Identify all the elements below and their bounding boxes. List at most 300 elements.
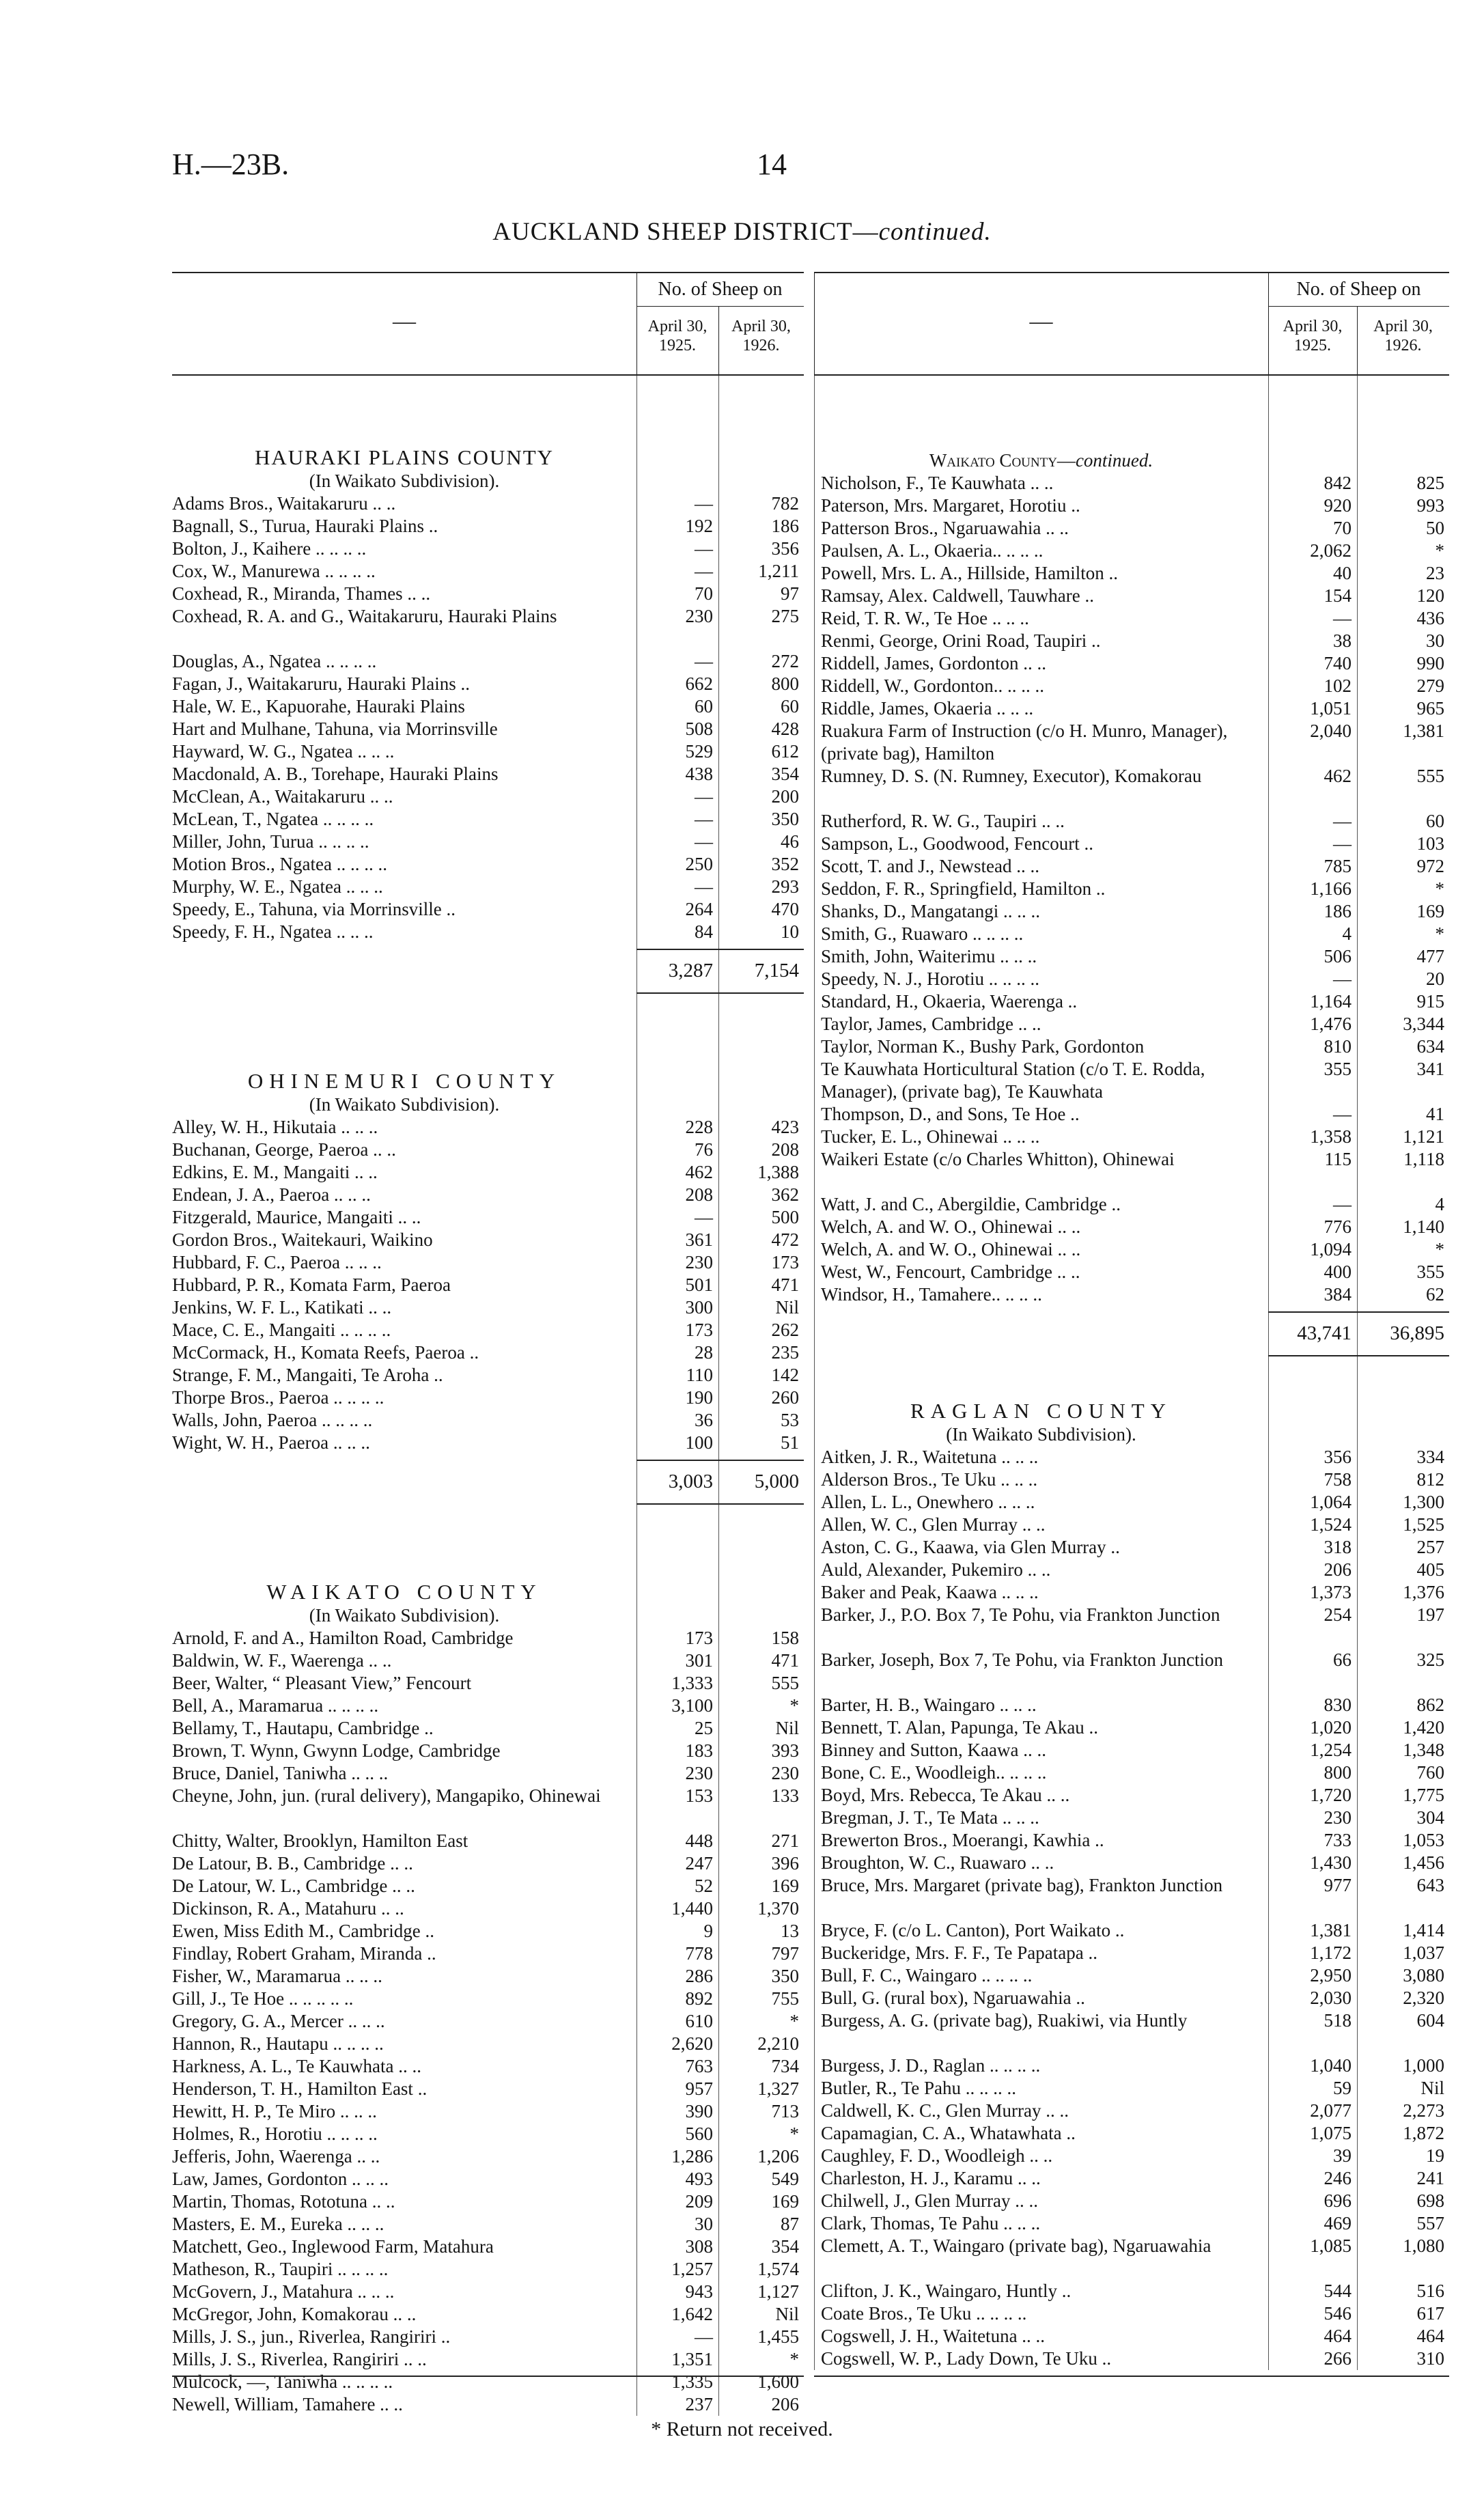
value-1926: 310 — [1416, 2348, 1444, 2369]
county-title-raglan: RAGLAN COUNTY — [910, 1399, 1173, 1423]
value-1926: 272 — [771, 651, 799, 671]
ohinemuri-rows — [172, 1116, 804, 1454]
table-row — [172, 1387, 804, 1409]
table-row — [172, 876, 804, 898]
value-1925: 173 — [685, 1628, 713, 1648]
table-row — [172, 2190, 804, 2213]
row-name: Mulcock, —, Taniwha .. .. .. .. — [172, 2371, 393, 2392]
value-1925: 1,720 — [1310, 1785, 1352, 1805]
table-row — [172, 1740, 804, 1762]
row-name: Tucker, E. L., Ohinewai .. .. .. — [821, 1126, 1040, 1147]
value-1926: 275 — [771, 606, 799, 626]
value-1925: 1,333 — [671, 1673, 713, 1693]
value-1925: 301 — [685, 1650, 713, 1671]
value-1925: 1,335 — [671, 2371, 713, 2392]
row-name: Bryce, F. (c/o L. Canton), Port Waikato .. — [821, 1920, 1125, 1940]
row-name: Adams Bros., Waitakaruru .. .. — [172, 493, 396, 514]
table-row — [172, 2078, 804, 2100]
value-1926: 436 — [1416, 608, 1444, 628]
table-row — [814, 607, 1449, 630]
total-1926: 36,895 — [1390, 1322, 1444, 1344]
value-1926: 46 — [781, 831, 799, 852]
table-row — [172, 695, 804, 718]
row-name: Coxhead, R. A. and G., Waitakaruru, Hauraki Plains — [172, 606, 557, 626]
left-table-header — [172, 272, 804, 376]
row-name: Mace, C. E., Mangaiti .. .. .. .. — [172, 1320, 391, 1340]
row-name: Smith, G., Ruawaro .. .. .. .. — [821, 923, 1024, 944]
header-col-1926: April 30, 1926. — [731, 318, 791, 354]
row-name: Bruce, Mrs. Margaret (private bag), Frankton Junction — [821, 1875, 1223, 1895]
table-row — [814, 1829, 1449, 1852]
total-1925: 43,741 — [1297, 1322, 1352, 1344]
value-1925: 2,062 — [1310, 540, 1352, 561]
table-row — [814, 585, 1449, 607]
footnote: * Return not received. — [651, 2418, 833, 2440]
value-1926: 555 — [771, 1673, 799, 1693]
value-1926: 1,600 — [757, 2371, 799, 2392]
table-row — [814, 472, 1449, 495]
value-1925: 246 — [1324, 2168, 1352, 2188]
value-1926: * — [1435, 923, 1444, 944]
value-1925: 830 — [1324, 1695, 1352, 1715]
row-name: Waikeri Estate (c/o Charles Whitton), Ohinewai — [821, 1149, 1175, 1169]
value-1925: 610 — [685, 2011, 713, 2031]
row-name: De Latour, W. L., Cambridge .. .. — [172, 1876, 415, 1896]
row-name: Strange, F. M., Mangaiti, Te Aroha .. — [172, 1365, 443, 1385]
row-name: Renmi, George, Orini Road, Taupiri .. — [821, 630, 1101, 651]
raglan-rows — [814, 1446, 1449, 2370]
table-row — [172, 1988, 804, 2010]
row-name: Arnold, F. and A., Hamilton Road, Cambridge — [172, 1628, 514, 1648]
value-1926: 4 — [1435, 1194, 1444, 1214]
table-row — [814, 1238, 1449, 1261]
value-1926: 10 — [781, 921, 799, 942]
table-row — [814, 2167, 1449, 2190]
value-1926: 1,327 — [757, 2078, 799, 2099]
table-row — [172, 1296, 804, 1319]
value-1926: 257 — [1416, 1537, 1444, 1557]
row-name: Edkins, E. M., Mangaiti .. .. — [172, 1162, 378, 1182]
row-name: Seddon, F. R., Springfield, Hamilton .. — [821, 878, 1106, 899]
county-subtitle-waikato: (In Waikato Subdivision). — [309, 1605, 500, 1626]
row-name: Caldwell, K. C., Glen Murray .. .. — [821, 2100, 1069, 2121]
row-name: Patterson Bros., Ngaruawahia .. .. — [821, 518, 1069, 538]
table-row — [814, 1694, 1449, 1716]
table-row — [814, 1514, 1449, 1536]
table-row — [814, 1216, 1449, 1238]
row-name: Allen, W. C., Glen Murray .. .. — [821, 1514, 1046, 1535]
row-name: Rutherford, R. W. G., Taupiri .. .. — [821, 811, 1065, 831]
page-title-continued: continued. — [878, 218, 992, 246]
table-row — [814, 878, 1449, 900]
value-1926: 477 — [1416, 946, 1444, 966]
value-1925: 3,100 — [671, 1695, 713, 1716]
value-1926: 1,121 — [1403, 1126, 1444, 1147]
table-row — [172, 2303, 804, 2326]
table-row — [814, 1604, 1449, 1649]
table-row — [814, 630, 1449, 652]
row-name: Jenkins, W. F. L., Katikati .. .. — [172, 1297, 392, 1318]
value-1926: 197 — [1416, 1604, 1444, 1625]
value-1926: 1,140 — [1403, 1216, 1444, 1237]
table-row — [172, 583, 804, 605]
row-name: Masters, E. M., Eureka .. .. .. — [172, 2214, 384, 2234]
value-1926: 87 — [781, 2214, 799, 2234]
value-1925: 208 — [685, 1184, 713, 1205]
row-name: Bruce, Daniel, Taniwha .. .. .. — [172, 1763, 389, 1783]
table-row — [814, 1193, 1449, 1216]
total-row-hauraki — [636, 949, 804, 994]
table-row — [172, 2393, 804, 2416]
value-1925: 192 — [685, 516, 713, 536]
value-1926: 1,456 — [1403, 1852, 1444, 1873]
table-row — [172, 1830, 804, 1852]
value-1925: 76 — [695, 1139, 713, 1160]
row-name: Charleston, H. J., Karamu .. .. — [821, 2168, 1041, 2188]
value-1925: 529 — [685, 741, 713, 762]
value-1926: 993 — [1416, 495, 1444, 516]
right-column — [814, 272, 1449, 2370]
page-title — [0, 217, 1484, 247]
value-1926: 41 — [1426, 1104, 1444, 1124]
row-name: Taylor, James, Cambridge .. .. — [821, 1014, 1041, 1034]
row-name: Aitken, J. R., Waitetuna .. .. .. — [821, 1447, 1039, 1467]
value-1925: 560 — [685, 2123, 713, 2144]
total-1926: 7,154 — [754, 960, 799, 981]
table-row — [172, 2236, 804, 2258]
value-1926: 396 — [771, 1853, 799, 1874]
row-name: Ewen, Miss Edith M., Cambridge .. — [172, 1921, 434, 1941]
right-table-header — [814, 272, 1449, 376]
table-row — [814, 2100, 1449, 2122]
value-1926: 643 — [1416, 1875, 1444, 1895]
value-1925: 102 — [1324, 676, 1352, 696]
county-subtitle-hauraki: (In Waikato Subdivision). — [309, 471, 500, 491]
value-1925: 38 — [1333, 630, 1352, 651]
value-1926: 990 — [1416, 653, 1444, 673]
table-row — [172, 673, 804, 695]
county-title-hauraki: HAURAKI PLAINS COUNTY — [254, 445, 555, 469]
value-1925: 1,254 — [1310, 1740, 1352, 1760]
row-name: Brewerton Bros., Moerangi, Kawhia .. — [821, 1830, 1104, 1850]
table-row — [172, 763, 804, 785]
value-1926: 3,344 — [1403, 1014, 1444, 1034]
row-name: Barker, J., P.O. Box 7, Te Pohu, via Frankton Junction — [821, 1604, 1220, 1625]
value-1926: 428 — [771, 719, 799, 739]
header-col-1926: April 30, 1926. — [1373, 318, 1433, 354]
row-name: Henderson, T. H., Hamilton East .. — [172, 2078, 428, 2099]
row-name: Buckeridge, Mrs. F. F., Te Papatapa .. — [821, 1942, 1097, 1963]
row-name: Broughton, W. C., Ruawaro .. .. — [821, 1852, 1054, 1873]
row-name: Auld, Alexander, Pukemiro .. .. — [821, 1559, 1051, 1580]
value-1925: — — [695, 786, 713, 807]
value-1926: 60 — [781, 696, 799, 716]
value-1925: 1,085 — [1310, 2236, 1352, 2256]
table-row — [814, 1807, 1449, 1829]
value-1926: 293 — [771, 876, 799, 897]
value-1926: 13 — [781, 1921, 799, 1941]
row-name: Speedy, E., Tahuna, via Morrinsville .. — [172, 899, 456, 919]
row-name: Endean, J. A., Paeroa .. .. .. — [172, 1184, 371, 1205]
table-row — [172, 1717, 804, 1740]
row-name: Alley, W. H., Hikutaia .. .. .. — [172, 1117, 378, 1137]
row-name: Windsor, H., Tamahere.. .. .. .. — [821, 1284, 1042, 1305]
row-name: Cogswell, J. H., Waitetuna .. .. — [821, 2326, 1046, 2346]
county-title-waikato: WAIKATO COUNTY — [266, 1580, 542, 1604]
row-name: Mills, J. S., jun., Riverlea, Rangiriri .. — [172, 2326, 451, 2347]
row-name: Bregman, J. T., Te Mata .. .. .. — [821, 1807, 1039, 1828]
row-name: Walls, John, Paeroa .. .. .. .. — [172, 1410, 373, 1430]
row-name: Rumney, D. S. (N. Rumney, Executor), Komakorau — [821, 766, 1202, 786]
table-row — [814, 1964, 1449, 1987]
value-1926: 169 — [771, 1876, 799, 1896]
table-row — [814, 1536, 1449, 1559]
table-row — [814, 945, 1449, 968]
table-row — [814, 2325, 1449, 2348]
table-row — [172, 1762, 804, 1785]
table-row — [172, 605, 804, 650]
value-1925: 462 — [1324, 766, 1352, 786]
row-name: Nicholson, F., Te Kauwhata .. .. — [821, 473, 1054, 493]
table-row — [172, 2100, 804, 2123]
total-1925: 3,003 — [668, 1471, 713, 1492]
table-row — [814, 517, 1449, 540]
header-group-label: No. of Sheep on — [658, 279, 783, 300]
row-name: Hubbard, F. C., Paeroa .. .. .. — [172, 1252, 382, 1272]
value-1925: 462 — [685, 1162, 713, 1182]
value-1926: 1,348 — [1403, 1740, 1444, 1760]
row-name: Thorpe Bros., Paeroa .. .. .. .. — [172, 1387, 384, 1408]
table-row — [814, 2145, 1449, 2167]
table-row — [172, 1139, 804, 1161]
table-row — [172, 921, 804, 943]
value-1926: 23 — [1426, 563, 1444, 583]
value-1925: 1,257 — [671, 2259, 713, 2279]
row-name: McGregor, John, Komakorau .. .. — [172, 2304, 417, 2324]
row-name: Hewitt, H. P., Te Miro .. .. .. — [172, 2101, 377, 2121]
table-row — [172, 1897, 804, 1920]
value-1925: 206 — [1324, 1559, 1352, 1580]
waikato-rows — [172, 1627, 804, 2416]
value-1925: 355 — [1324, 1059, 1352, 1079]
row-name: Powell, Mrs. L. A., Hillside, Hamilton .. — [821, 563, 1118, 583]
value-1925: 1,064 — [1310, 1492, 1352, 1512]
value-1925: 254 — [1324, 1604, 1352, 1625]
value-1925: 2,950 — [1310, 1965, 1352, 1986]
value-1925: 60 — [695, 696, 713, 716]
value-1926: 62 — [1426, 1284, 1444, 1305]
row-name: Gill, J., Te Hoe .. .. .. .. .. — [172, 1988, 354, 2009]
value-1925: 1,430 — [1310, 1852, 1352, 1873]
table-row — [172, 2213, 804, 2236]
value-1925: 740 — [1324, 653, 1352, 673]
value-1925: 518 — [1324, 2010, 1352, 2031]
county-subtitle-raglan: (In Waikato Subdivision). — [946, 1424, 1136, 1445]
value-1925: 266 — [1324, 2348, 1352, 2369]
header-dash: — — [1029, 309, 1053, 334]
row-name: Baker and Peak, Kaawa .. .. .. — [821, 1582, 1039, 1602]
row-name: Barker, Joseph, Box 7, Te Pohu, via Frankton Junction — [821, 1649, 1223, 1670]
row-name: Smith, John, Waiterimu .. .. .. — [821, 946, 1037, 966]
value-1926: 915 — [1416, 991, 1444, 1012]
value-1926: 1,420 — [1403, 1717, 1444, 1738]
value-1926: 1,300 — [1403, 1492, 1444, 1512]
value-1925: 785 — [1324, 856, 1352, 876]
table-row — [814, 1942, 1449, 1964]
value-1925: — — [1333, 969, 1352, 989]
row-name: De Latour, B. B., Cambridge .. .. — [172, 1853, 413, 1874]
row-name: Allen, L. L., Onewhero .. .. .. — [821, 1492, 1035, 1512]
value-1926: 230 — [771, 1763, 799, 1783]
value-1926: 825 — [1416, 473, 1444, 493]
value-1925: — — [695, 561, 713, 581]
county-title-ohinemuri: OHINEMURI COUNTY — [247, 1069, 561, 1093]
table-row — [814, 1126, 1449, 1148]
value-1925: 318 — [1324, 1537, 1352, 1557]
value-1925: — — [1333, 1104, 1352, 1124]
bottom-rule-right — [814, 2376, 1449, 2377]
row-name: Martin, Thomas, Rototuna .. .. — [172, 2191, 395, 2212]
value-1925: 183 — [685, 1740, 713, 1761]
table-row — [172, 853, 804, 876]
value-1925: 776 — [1324, 1216, 1352, 1237]
row-name: Welch, A. and W. O., Ohinewai .. .. — [821, 1216, 1081, 1237]
row-name: Gregory, G. A., Mercer .. .. .. — [172, 2011, 385, 2031]
value-1925: 977 — [1324, 1875, 1352, 1895]
table-row — [172, 1942, 804, 1965]
value-1926: 350 — [771, 1966, 799, 1986]
value-1925: 286 — [685, 1966, 713, 1986]
table-row — [172, 1672, 804, 1695]
table-row — [172, 1274, 804, 1296]
table-row — [814, 1013, 1449, 1035]
value-1926: 405 — [1416, 1559, 1444, 1580]
value-1925: 209 — [685, 2191, 713, 2212]
row-name: Coate Bros., Te Uku .. .. .. .. — [821, 2303, 1027, 2324]
value-1925: 264 — [685, 899, 713, 919]
row-name: Speedy, N. J., Horotiu .. .. .. .. — [821, 969, 1039, 989]
table-row — [814, 1035, 1449, 1058]
row-name: Boyd, Mrs. Rebecca, Te Akau .. .. — [821, 1785, 1070, 1805]
value-1925: — — [1333, 608, 1352, 628]
row-name: Riddell, W., Gordonton.. .. .. .. — [821, 676, 1045, 696]
table-row — [814, 923, 1449, 945]
value-1926: 604 — [1416, 2010, 1444, 2031]
value-1925: 28 — [695, 1342, 713, 1363]
row-name: Sampson, L., Goodwood, Fencourt .. — [821, 833, 1093, 854]
table-row — [172, 1251, 804, 1274]
table-row — [814, 900, 1449, 923]
value-1925: 1,172 — [1310, 1942, 1352, 1963]
value-1926: 334 — [1416, 1447, 1444, 1467]
row-name: Chitty, Walter, Brooklyn, Hamilton East — [172, 1830, 468, 1851]
value-1925: 1,020 — [1310, 1717, 1352, 1738]
table-row — [172, 1319, 804, 1341]
row-name: Murphy, W. E., Ngatea .. .. .. — [172, 876, 383, 897]
row-name: Cogswell, W. P., Lady Down, Te Uku .. — [821, 2348, 1112, 2369]
table-row — [172, 1965, 804, 1988]
table-row — [172, 808, 804, 831]
row-name: Holmes, R., Horotiu .. .. .. .. — [172, 2123, 378, 2144]
value-1926: 235 — [771, 1342, 799, 1363]
value-1925: 66 — [1333, 1649, 1352, 1670]
value-1926: 2,320 — [1403, 1988, 1444, 2008]
table-row — [172, 2371, 804, 2393]
value-1925: 1,051 — [1310, 698, 1352, 719]
value-1925: 1,440 — [671, 1898, 713, 1919]
table-row — [814, 540, 1449, 562]
document-reference: H.—23B. — [172, 148, 290, 181]
row-name: Miller, John, Turua .. .. .. .. — [172, 831, 369, 852]
table-row — [172, 1409, 804, 1432]
value-1926: 279 — [1416, 676, 1444, 696]
row-name: Baldwin, W. F., Waerenga .. .. — [172, 1650, 392, 1671]
value-1925: 1,351 — [671, 2349, 713, 2369]
row-name: Hubbard, P. R., Komata Farm, Paeroa — [172, 1275, 451, 1295]
value-1926: 617 — [1416, 2303, 1444, 2324]
value-1926: 53 — [781, 1410, 799, 1430]
row-name: Cox, W., Manurewa .. .. .. .. — [172, 561, 376, 581]
table-row — [172, 1852, 804, 1875]
value-1925: 448 — [685, 1830, 713, 1851]
value-1926: 965 — [1416, 698, 1444, 719]
value-1926: * — [789, 2123, 799, 2144]
table-row — [172, 1875, 804, 1897]
value-1926: 173 — [771, 1252, 799, 1272]
value-1925: 544 — [1324, 2281, 1352, 2301]
row-name: Law, James, Gordonton .. .. .. — [172, 2169, 389, 2189]
value-1926: 1,037 — [1403, 1942, 1444, 1963]
row-name: Shanks, D., Mangatangi .. .. .. — [821, 901, 1040, 921]
value-1926: Nil — [775, 1718, 799, 1738]
row-name: Mills, J. S., Riverlea, Rangiriri .. .. — [172, 2349, 427, 2369]
value-1926: 1,080 — [1403, 2236, 1444, 2256]
row-name: Chilwell, J., Glen Murray .. .. — [821, 2190, 1038, 2211]
value-1925: 390 — [685, 2101, 713, 2121]
county-subtitle-ohinemuri: (In Waikato Subdivision). — [309, 1094, 500, 1115]
value-1926: 304 — [1416, 1807, 1444, 1828]
value-1925: 662 — [685, 673, 713, 694]
table-row — [814, 1649, 1449, 1694]
value-1926: 355 — [1416, 1262, 1444, 1282]
table-row — [172, 1364, 804, 1387]
row-name: Speedy, F. H., Ngatea .. .. .. — [172, 921, 374, 942]
value-1926: 1,127 — [757, 2281, 799, 2302]
value-1926: Nil — [1420, 2078, 1444, 2098]
value-1926: 1,370 — [757, 1898, 799, 1919]
value-1925: 9 — [703, 1921, 713, 1941]
table-row — [814, 675, 1449, 697]
value-1926: 356 — [771, 538, 799, 559]
table-row — [814, 1103, 1449, 1126]
table-row — [172, 1920, 804, 1942]
value-1925: 778 — [685, 1943, 713, 1964]
table-row — [814, 1852, 1449, 1874]
value-1926: 1,206 — [757, 2146, 799, 2167]
row-name: Taylor, Norman K., Bushy Park, Gordonton — [821, 1036, 1145, 1057]
row-name: Hannon, R., Hautapu .. .. .. .. — [172, 2033, 384, 2054]
value-1926: 241 — [1416, 2168, 1444, 2188]
value-1926: 20 — [1426, 969, 1444, 989]
table-row — [172, 2055, 804, 2078]
value-1925: 230 — [685, 606, 713, 626]
value-1925: 493 — [685, 2169, 713, 2189]
value-1925: — — [1333, 833, 1352, 854]
value-1926: 169 — [771, 2191, 799, 2212]
table-row — [172, 1432, 804, 1454]
waikato-continued-rows — [814, 472, 1449, 1306]
value-1925: 508 — [685, 719, 713, 739]
